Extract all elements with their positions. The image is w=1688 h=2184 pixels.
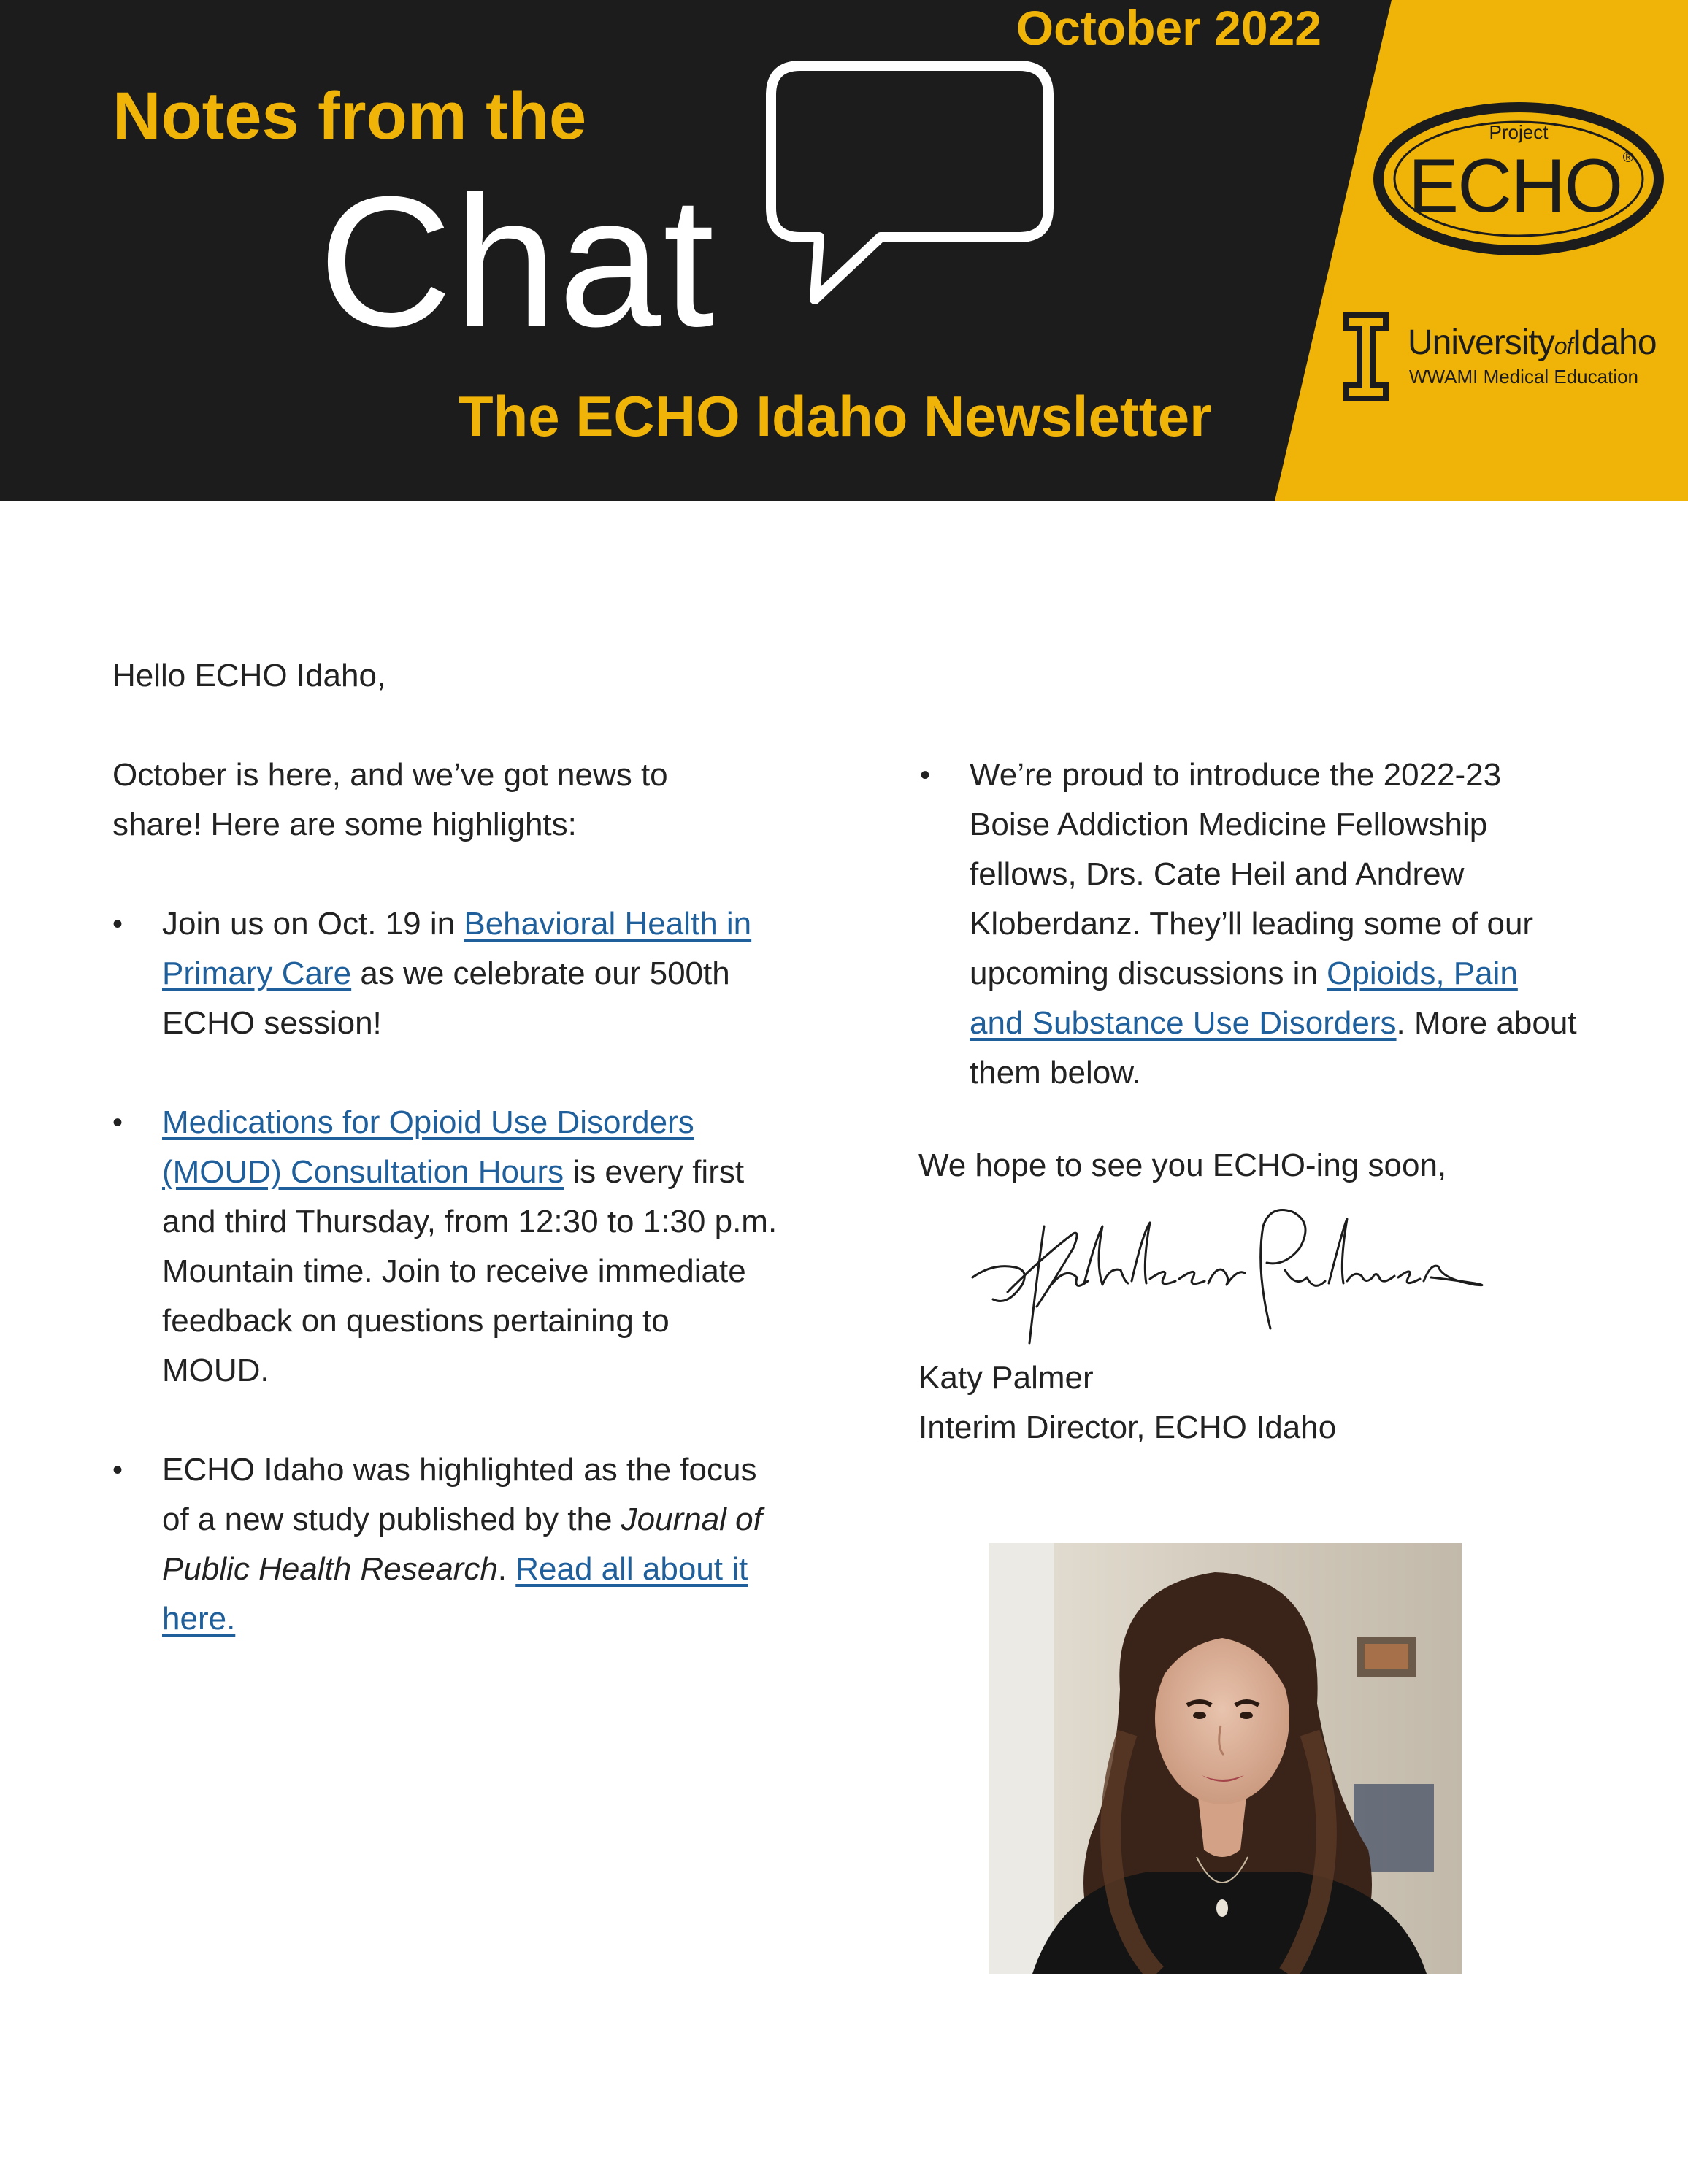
- closing-line: We hope to see you ECHO-ing soon,: [918, 1147, 1447, 1183]
- uidaho-wordmark: [1408, 321, 1657, 368]
- moud-consultation-link[interactable]: Medications for Opioid Use Disorders (MOUD) Consultation Hours: [162, 1104, 694, 1190]
- masthead-kicker: Notes from the: [112, 79, 587, 153]
- behavioral-health-link[interactable]: Behavioral Health in Primary Care: [162, 906, 752, 991]
- echo-logo-registered-mark: ®: [1622, 150, 1634, 166]
- portrait-image: [989, 1543, 1462, 1974]
- uidaho-name-part1: University: [1408, 323, 1554, 362]
- opioids-pain-sud-link[interactable]: Opioids, Pain and Substance Use Disorders: [970, 956, 1518, 1041]
- signer-name: Katy Palmer: [918, 1360, 1094, 1396]
- idaho-i-icon: [1340, 309, 1392, 404]
- signer-title: Interim Director, ECHO Idaho: [918, 1410, 1337, 1445]
- bullet-text: We’re proud to introduce the 2022-23 Boise Addiction Medicine Fellowship fellows, Drs. Cate Heil and Andrew Kloberdanz. They’ll leading some of our upcoming discussions in: [970, 757, 1534, 991]
- greeting: Hello ECHO Idaho,: [112, 658, 386, 693]
- bullet-text: as we celebrate our 500th ECHO session!: [162, 956, 730, 1041]
- journal-title: Journal of Public Health Research: [162, 1502, 762, 1587]
- portrait-photo: [989, 1543, 1462, 1974]
- intro-paragraph: October is here, and we’ve got news to share! Here are some highlights:: [112, 757, 668, 842]
- uidaho-name-part2: Idaho: [1572, 323, 1657, 362]
- bullet-text: . More about them below.: [970, 1005, 1577, 1091]
- read-study-link[interactable]: Read all about it here.: [162, 1551, 748, 1637]
- bullet-text: .: [497, 1551, 516, 1587]
- echo-logo-big-text: ECHO: [1408, 144, 1622, 228]
- university-of-idaho-logo: [1340, 307, 1676, 409]
- project-echo-logo: [1373, 102, 1665, 255]
- echo-logo-small-text: Project: [1489, 121, 1549, 143]
- newsletter-subtitle: The ECHO Idaho Newsletter: [459, 384, 1212, 448]
- bullet-text: ECHO Idaho was highlighted as the focus of a new study published by the: [162, 1452, 757, 1537]
- handwritten-signature: [964, 1197, 1489, 1358]
- chat-bubble-icon: [764, 58, 1056, 314]
- bullet-text: Join us on Oct. 19 in: [162, 906, 464, 942]
- list-item: [112, 899, 784, 1048]
- issue-date: October 2022: [1016, 1, 1321, 55]
- list-item: [920, 750, 1577, 1098]
- list-item: [112, 1098, 784, 1396]
- uidaho-subtitle: WWAMI Medical Education: [1409, 366, 1639, 388]
- newsletter-header: [0, 0, 1688, 501]
- uidaho-name-of: of: [1554, 333, 1573, 359]
- list-item: [112, 1445, 784, 1644]
- masthead-title: Chat: [318, 158, 716, 365]
- highlights-list: [112, 899, 784, 1644]
- bullet-text: is every first and third Thursday, from 12:30 to 1:30 p.m. Mountain time. Join to receive immediate feedback on questions pertaining to MOUD.: [162, 1154, 778, 1388]
- fellows-list: [920, 750, 1577, 1098]
